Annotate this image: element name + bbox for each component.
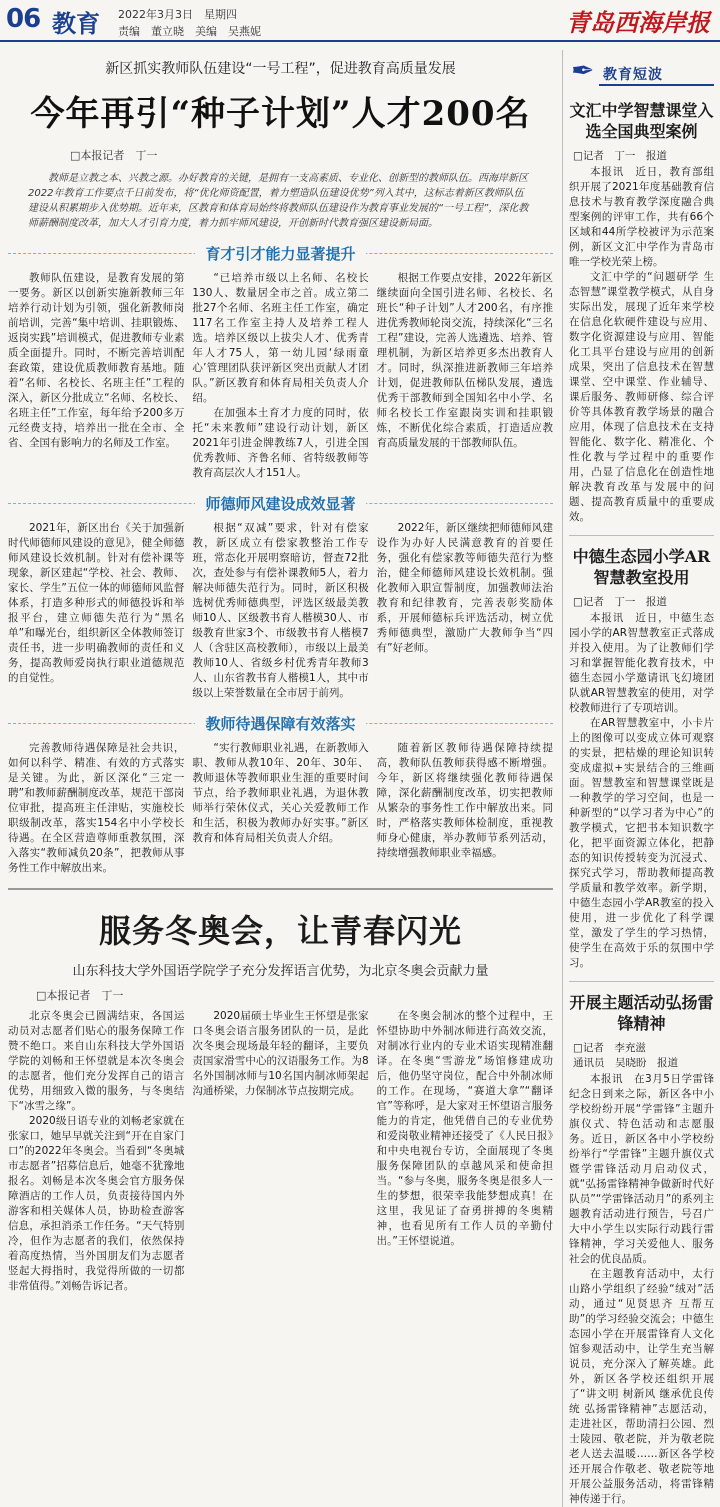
text-column: 随着新区教师待遇保障持续提高，教师队伍教师获得感不断增强。今年，新区将继续强化教师待遇保障，深化薪酬制度改革，切实把教师从繁杂的事务性工作中解放出来。同时，严格落实教师体检制度，重视教师身心健康，举办教师节系列活动，持续增强教师职业幸福感。: [376, 742, 553, 859]
section-heading-ethics: 师德师风建设成效显著: [8, 493, 553, 515]
section-body-talent: [8, 271, 553, 481]
brief-byline: □记者 李充滋 通讯员 吴晓盼 报道: [573, 1042, 678, 1069]
brief-body: 本报讯 在3月5日学雷锋纪念日到来之际，新区各中小学校纷纷开展“学雷锋”主题升旗仪式、特色活动和志愿服务。近日，新区各中小学校纷纷举行“学雷锋”主题升旗仪式暨学雷锋活动月启动仪式，就“弘扬雷锋精神争做新时代好队员”“学雷锋活动月”的系列主题教育活动进行预告，号召广大中小学生以实际行动践行雷锋精神，学习关爱他人、服务社会的优良品质。 在主题教育活动中，太行山路小学组织了经验“绒对”活动，通过“见贤思齐 互帮互助”的学习经验交流会；中德生态园小学在开展雷锋育人文化馆参观活动中，让学生充当解说员，充分深入了解英雄。此外，新区各学校还组织开展了“讲文明 树新风 继承优良传统 弘扬雷锋精神”志愿活动，走进社区，帮助清扫公园、烈士陵园、敬老院，并为敬老院老人送去温暖……新区各学校还开展合作敬老、敬老院等地开展公益服务活动，将雷锋精神传递于行。: [569, 1073, 714, 1505]
page-number: 06: [6, 4, 41, 34]
section-name: 教育: [52, 10, 100, 38]
article2-byline: □本报记者 丁一: [36, 989, 124, 1002]
text-column: 在冬奥会制冰的整个过程中，王怀望协助中外制冰师进行高效交流，对制冰行业内的专业术语实现精准翻译。在冬奥“雪游龙”场馆修建成功后，他仍坚守岗位，配合中外制冰师的工作。在现场，“赛道大拿”“翻译官”等称呼，是大家对王怀望语言服务能力的肯定，他凭借自己的专业优势和爱岗敬业精神还接受了《人民日报》和中央电视台专访，全面展现了冬奥服务保障团队的卓越风采和使命担当。“参与冬奥，服务冬奥是很多人一生的梦想，很荣幸我能梦想成真！在这里，我见证了奋勇拼搏的冬奥精神，也看见所有工作人员的辛勤付出。”王怀望说道。: [376, 1010, 553, 1247]
article2-kicker: 山东科技大学外国语学院学子充分发挥语言优势，为北京冬奥会贡献力量: [72, 964, 489, 979]
brief-byline: □记者 丁一 报道: [573, 596, 667, 608]
section-body-ethics: [8, 521, 553, 701]
article2-body: [8, 1009, 553, 1294]
brief-tag: [569, 50, 714, 90]
brief-tag-label: 教育短波: [603, 67, 663, 83]
text-column: “已培养市级以上名师、名校长130人、数量居全市之首。成立第二批27个名师、名班主任工作室，确定117名工作室主持人及培养工程人选。培养区级以上拔尖人才、优秀青年人才75人，第一幼儿园‘绿雨童心’管理团队获评新区突出贡献人才团队。”新区教育和体育局相关负责人介绍。 在加强本土育才力度的同时，依托“未来教师”建设行动计划，新区2021年引进金牌教练7人，引进全国优秀教师、齐鲁名师、省特级教师等教育高层次人才151人。: [192, 272, 369, 479]
article2-headline: 服务冬奥会，让青春闪光: [98, 912, 462, 950]
text-column: 教师队伍建设，是教育发展的第一要务。新区以创新实施新教师三年培养行动计划为引领，强化新教师岗前培训，完善“集中培训、挂职锻炼、返岗实践”培训模式，促进教师专业素质全面提升。同时，不断完善培训配套政策，建设优质教师教育基地。随着“名师、名校长、名班主任”工程的深入，新区分批成立“名师、名校长、名班主任”工作室，每年给予200多万元经费支持，培养出一批在全市、全省、全国有影响力的名师及工作室。: [8, 272, 185, 449]
brief-body: 本报讯 近日，中德生态园小学的AR智慧教室正式落成并投入使用。为了让教师们学习和掌握智能化教育技术，中德生态园小学邀请讯飞幻境团队就AR智慧教室的使用，对学校教师进行了专项培训。 在AR智慧教室中，小卡片上的图像可以变成立体可观察的实景，把枯燥的理论知识转变成虚拟+实景结合的三维画面。智慧教室和智慧课堂既是一种教学的学习空间，也是一种新型的“以学习者为中心”的教学模式，它把书本知识数字化，把平面资源立体化，把静态的知识传授转变为沉浸式、探究式学习，帮助教师提高教学质量和教学效率。新学期，中德生态园小学AR教室的投入使用，进一步优化了科学课堂，激发了学生的学习热情，使学生在高效于乐的氛围中学习。: [569, 612, 714, 969]
brief-item: [569, 992, 714, 1507]
brief-title: 文汇中学智慧课堂入选全国典型案例: [569, 101, 714, 141]
text-column: 根据“双减”要求，针对有偿家教，新区成立有偿家教整治工作专班，常态化开展明察暗访，督查72批次，查处参与有偿补课教师5人，着力解决师德失范行为。同时，新区积极选树优秀师德典型，评选区级最美教师10人、区级教书育人楷模30人、市级教育世家3个、市级教书育人楷模7人（含驻区高校教师），市级以上最美教师10人、省级乡村优秀青年教师3人、山东省教书育人楷模1人，其中市级以上荣誉数量在全市居于前列。: [192, 522, 369, 699]
text-column: 2021年，新区出台《关于加强新时代师德师风建设的意见》，健全师德师风建设长效机制。针对有偿补课等现象，新区建起“学校、社会、教师、家长、学生”五位一体的师德师风监督体系，打造多种形式的师德投诉和举报平台，建立师德失范行为“黑名单”和曝光台，组织新区全体教师签订责任书，进一步明确教师的责任和义务，提高教师爱岗执行职业道德规范的自觉性。: [8, 522, 185, 684]
text-column: 北京冬奥会已圆满结束，各国运动员对志愿者们贴心的服务保障工作赞不绝口。来自山东科技大学外国语学院的刘畅和王怀望就是本次冬奥会的志愿者，他们充分发挥自己的语言优势，用细致入微的服务，与冬奥结下“冰雪之缘”。 2020级日语专业的刘畅老家就在张家口，她早早就关注到“开在自家门口”的2022年冬奥会。当看到“冬奥城市志愿者”招募信息后，她毫不犹豫地报名。刘畅是本次冬奥会官方服务保障酒店的工作人员，负责接待国内外游客和相关媒体人员，协助检查游客信息，承担消杀工作任务。“天气特别冷，但作为志愿者的我们，依然保持着高度热情，当外国朋友们为志愿者竖起大拇指时，我觉得所做的一切都非常值得。”刘畅告诉记者。: [8, 1010, 185, 1292]
text-column: “实行教师职业礼遇，在新教师入职、教师从教10年、20年、30年、教师退休等教师职业生涯的重要时间节点，给予教师职业礼遇，为退休教师举行荣休仪式，关心关爱教师工作和生活，积极为教师办好实事。”新区教育和体育局相关负责人介绍。: [192, 742, 369, 844]
masthead: [0, 0, 720, 42]
brief-item: [569, 546, 714, 971]
article1-headline: 今年再引“种子计划”人才200名: [30, 94, 531, 134]
article1-kicker: 新区抓实教师队伍建设“一号工程”，促进教育高质量发展: [105, 61, 456, 77]
pen-icon: ✒: [571, 54, 595, 87]
article1-byline: □本报记者 丁一: [70, 149, 158, 162]
article-divider: [8, 888, 553, 890]
issue-date: 2022年3月3日 星期四: [118, 8, 237, 21]
section-heading-talent: 育才引才能力显著提升: [8, 243, 553, 265]
article1-lead: 教师是立教之本、兴教之源。办好教育的关键，是拥有一支高素质、专业化、创新型的教师队伍。西海岸新区2022年教育工作要点千日前发布，将“优化师资配置，着力塑造队伍建设优势”列入其中，这标志着新区教师队伍建设从积累期步入优势期。近年来，区教育和体育局始终将教师队伍建设作为教育事业发展的“一号工程”，深化教师薪酬制度改革，加大人才引育力度，着力抓牢师风建设，开创新时代教育强区建设新局面。: [28, 173, 529, 229]
brief-item: [569, 100, 714, 525]
text-column: 完善教师待遇保障是社会共识，如何以科学、精准、有效的方式落实是关键。为此，新区深化“三定一聘”和教师薪酬制度改革，规范干部岗位审批，提高班主任津贴，实施校长职级制改革，落实154名中小学校长待遇。在全区营造尊师重教氛围，深入落实“教师减负20条”，把教师从事务性工作中解放出来。: [8, 742, 185, 874]
text-column: 2020届硕士毕业生王怀望是张家口冬奥会语言服务团队的一员，是此次冬奥会现场最年轻的翻译，主要负责国家滑雪中心的汉语服务工作。为8名外国制冰师与10名国内制冰师架起沟通桥梁，力保制冰节点按期完成。: [192, 1010, 369, 1097]
newspaper-logo: 青岛西海岸报: [566, 8, 710, 37]
editors-credit: 责编 董立晓 美编 吴燕妮: [118, 25, 261, 38]
section-heading-welfare: 教师待遇保障有效落实: [8, 713, 553, 735]
text-column: 根据工作要点安排，2022年新区继续面向全国引进名师、名校长、名班长“种子计划”人才200名，有序推进优秀教师轮岗交流，持续深化“三名工程”建设，完善人选遴选、培养、管理机制，为新区培养更多杰出教育人才。同时，纵深推进新教师三年培养计划，促进教师队伍梯队发展，遴选优秀干部教师到全国知名中小学、名师名校长工作室跟岗实训和挂职锻炼，不断优化综合素质，打造适应教育高质量发展的干部教师队伍。: [376, 272, 553, 449]
text-column: 2022年，新区继续把师德师风建设作为办好人民满意教育的首要任务，强化有偿家教等师德失范行为整治，健全师德师风建设长效机制。强化教师入职宣誓制度，加强教师法治教育和纪律教育，完善表彰奖励体系，开展师德标兵评选活动，树立优秀师德典型，激励广大教师争当“四有”好老师。: [376, 522, 553, 654]
news-brief-sidebar: [562, 50, 714, 1507]
brief-title: 中德生态园小学AR智慧教室投用: [572, 547, 711, 587]
brief-title: 开展主题活动弘扬雷锋精神: [569, 993, 714, 1033]
section-body-welfare: [8, 741, 553, 876]
brief-body: 本报讯 近日，教育部组织开展了2021年度基础教育信息技术与教育教学深度融合典型案例的评审工作，共有66个区域和44所学校被评为示范案例，新区文汇中学作为青岛市唯一学校光荣上榜。 文汇中学的“问题研学 生态智慧”课堂教学模式，从自身实际出发，展现了近年来学校在信息化软硬件建设与应用、数字化资源建设与应用、智能化工具平台建设与应用的创新成果，突出了信息技术在智慧课堂、空中课堂、作业辅导、课后服务、教师研修、综合评价等具体教育教学场景的融合应用，体现了信息技术在支持智能化、数字化、精准化、个性化教与学过程中的重要作用，凸显了信息化在创造性地解决教育改革与发展中的问题、提高教育质量中的重要成效。: [569, 166, 714, 523]
main-column: [8, 50, 553, 1294]
brief-byline: □记者 丁一 报道: [573, 150, 667, 162]
